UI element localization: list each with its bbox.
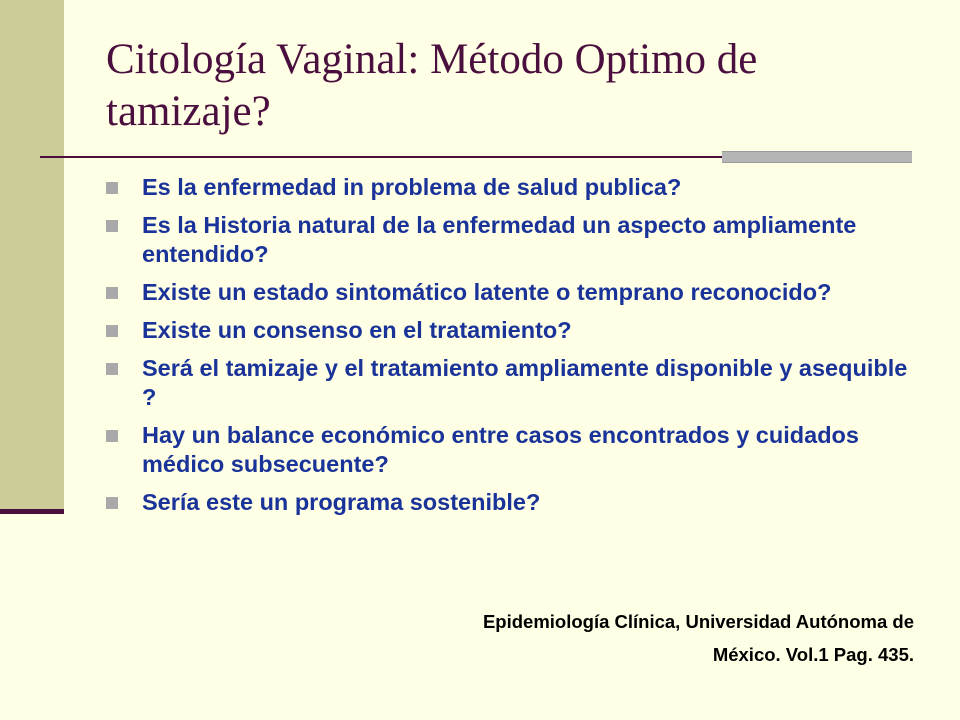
bullet-text: Hay un balance económico entre casos encontrados y cuidados médico subsecuente?: [142, 422, 859, 477]
list-item: [106, 354, 926, 412]
square-bullet-icon: [106, 325, 118, 337]
bullet-text: Existe un estado sintomático latente o temprano reconocido?: [142, 279, 832, 305]
square-bullet-icon: [106, 497, 118, 509]
square-bullet-icon: [106, 287, 118, 299]
slide-title: Citología Vaginal: Método Optimo de tamizaje?: [106, 36, 758, 135]
bullet-text: Existe un consenso en el tratamiento?: [142, 317, 572, 343]
square-bullet-icon: [106, 182, 118, 194]
bullet-list: [106, 173, 926, 526]
list-item: [106, 316, 926, 345]
citation-line-1: Epidemiología Clínica, Universidad Autónoma de: [482, 611, 914, 632]
left-band-divider: [0, 509, 64, 514]
bullet-text: Es la Historia natural de la enfermedad un aspecto ampliamente entendido?: [142, 212, 857, 267]
bullet-text: Es la enfermedad in problema de salud publica?: [142, 174, 682, 200]
bullet-text: Sería este un programa sostenible?: [142, 489, 541, 515]
title-divider-accent: [722, 151, 912, 163]
bullet-text: Será el tamizaje y el tratamiento ampliamente disponible y asequible ?: [142, 355, 908, 410]
citation-line-2: México. Vol.1 Pag. 435.: [712, 644, 914, 665]
list-item: [106, 488, 926, 517]
list-item: [106, 211, 926, 269]
list-item: [106, 421, 926, 479]
square-bullet-icon: [106, 220, 118, 232]
square-bullet-icon: [106, 363, 118, 375]
source-citation: [314, 605, 914, 671]
list-item: [106, 173, 926, 202]
square-bullet-icon: [106, 430, 118, 442]
left-decorative-band: [0, 0, 64, 512]
list-item: [106, 278, 926, 307]
